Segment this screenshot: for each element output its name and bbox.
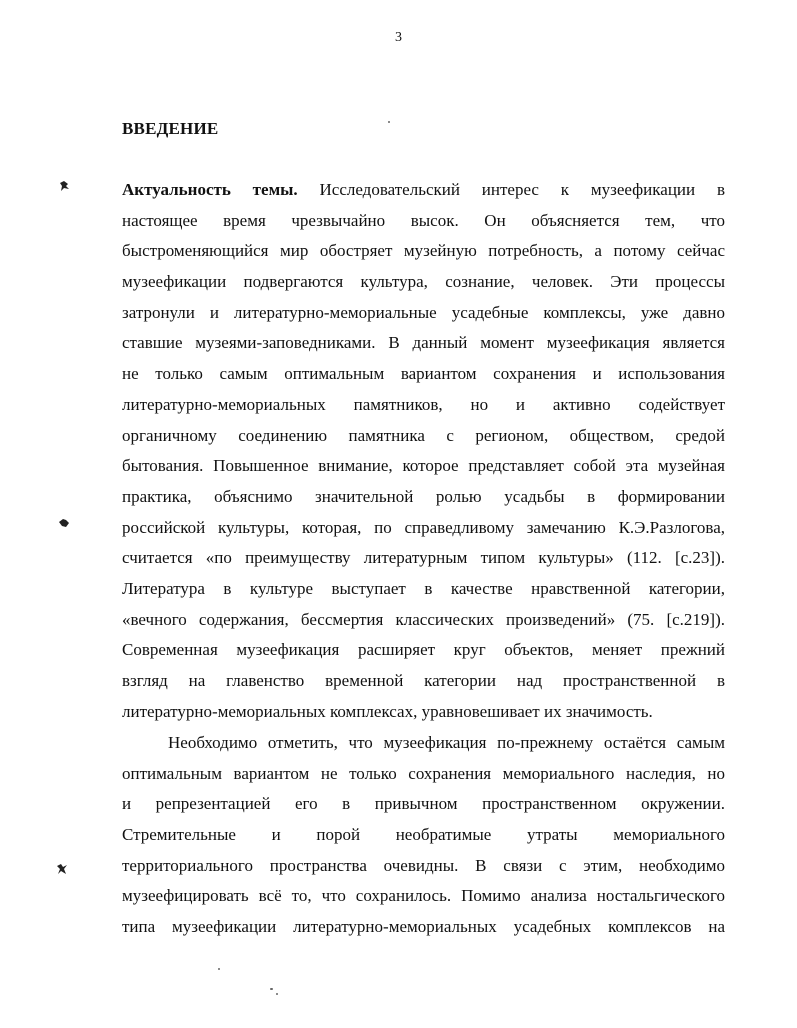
text-line: Стремительные и порой необратимые утраты мемориального: [122, 825, 725, 845]
text-line: музеефикации подвергаются культура, сознание, человек. Эти процессы: [122, 272, 725, 292]
text-line: Литература в культуре выступает в качестве нравственной категории,: [122, 578, 725, 598]
ink-blot-icon: [55, 862, 69, 876]
text-line: территориального пространства очевидны. В связи с этим, необходимо: [122, 855, 725, 875]
text-line: российской культуры, которая, по справедливому замечанию К.Э.Разлогова,: [122, 517, 725, 537]
text-line: органичному соединению памятника с регионом, обществом, средой: [122, 425, 725, 445]
text-line: «вечного содержания, бессмертия классических произведений» (75. [с.219]).: [122, 609, 725, 629]
scan-speck: [218, 968, 220, 970]
text-line: затронули и литературно-мемориальные усадебные комплексы, уже давно: [122, 302, 725, 322]
text-line: музеефицировать всё то, что сохранилось. Помимо анализа ностальгического: [122, 886, 725, 906]
ink-blot-icon: [58, 517, 70, 529]
text-line: не только самым оптимальным вариантом сохранения и использования: [122, 364, 725, 384]
text-line: оптимальным вариантом не только сохранения мемориального наследия, но: [122, 763, 725, 783]
text-line: [122, 175, 725, 206]
text-line: бытования. Повышенное внимание, которое представляет собой эта музейная: [122, 456, 725, 476]
text-line: литературно-мемориальных памятников, но и активно содействует: [122, 394, 725, 414]
scan-speck: [270, 988, 273, 990]
text-line: и репрезентацией его в привычном пространственном окружении.: [122, 794, 725, 814]
text-line: настоящее время чрезвычайно высок. Он объясняется тем, что: [122, 210, 725, 230]
text-line: практика, объяснимо значительной ролью усадьбы в формировании: [122, 486, 725, 506]
text-line: ставшие музеями-заповедниками. В данный момент музеефикация является: [122, 333, 725, 353]
page-number: 3: [395, 30, 402, 45]
text-line: считается «по преимуществу литературным типом культуры» (112. [с.23]).: [122, 548, 725, 568]
text-line: типа музеефикации литературно-мемориальных усадебных комплексов на: [122, 917, 725, 937]
text-line: литературно-мемориальных комплексах, уравновешивает их значимость.: [122, 701, 653, 721]
paragraph-lead: Актуальность темы.: [122, 180, 298, 199]
paragraph-actuality: [122, 175, 725, 727]
section-heading: ВВЕДЕНИЕ: [122, 119, 219, 138]
paragraph-museification: [122, 728, 725, 943]
scan-speck: [388, 121, 390, 123]
text-line-fragment: Исследовательский интерес к музеефикации в: [297, 180, 725, 199]
text-line: быстроменяющийся мир обостряет музейную потребность, а потому сейчас: [122, 241, 725, 261]
scan-speck: [276, 993, 278, 995]
text-line: взгляд на главенство временной категории над пространственной в: [122, 671, 725, 690]
text-line: Необходимо отметить, что музеефикация по-прежнему остаётся самым: [168, 733, 725, 752]
ink-blot-icon: [58, 180, 70, 192]
text-line: Современная музеефикация расширяет круг объектов, меняет прежний: [122, 640, 725, 660]
